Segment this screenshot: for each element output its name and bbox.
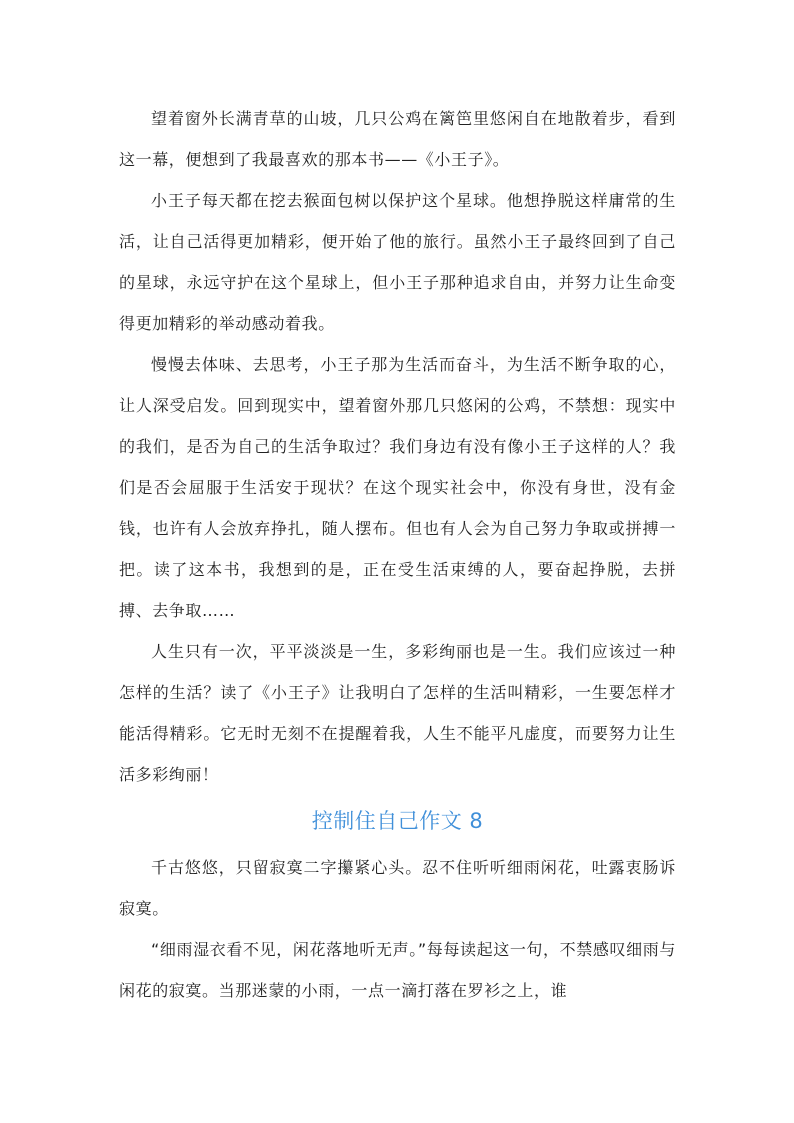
section-heading: 控制住自己作文 8: [311, 809, 484, 833]
paragraph-6: “细雨湿衣看不见，闲花落地听无声。”每每读起这一句，不禁感叹细雨与闲花的寂寞。当那迷蒙的小雨，一点一滴打落在罗衫之上，谁: [119, 940, 676, 1000]
paragraph-2: 小王子每天都在挖去猴面包树以保护这个星球。他想挣脱这样庸常的生活，让自己活得更加精彩，便开始了他的旅行。虽然小王子最终回到了自己的星球，永远守护在这个星球上，但小王子那种追求自由，并努力让生命变得更加精彩的举动感动着我。: [119, 191, 676, 333]
paragraph-3: 慢慢去体味、去思考，小王子那为生活而奋斗，为生活不断争取的心，让人深受启发。回到现实中，望着窗外那几只悠闲的公鸡，不禁想：现实中的我们，是否为自己的生活争取过？我们身边有没有像小王子这样的人？我们是否会屈服于生活安于现状？在这个现实社会中，你没有身世，没有金钱，也许有人会放弃挣扎，随人摆布。但也有人会为自己努力争取或拼搏一把。读了这本书，我想到的是，正在受生活束缚的人，要奋起挣脱，去拼搏、去争取……: [119, 355, 676, 620]
paragraph-1: 望着窗外长满青草的山坡，几只公鸡在篱笆里悠闲自在地散着步，看到这一幕，便想到了我最喜欢的那本书——《小王子》。: [119, 109, 676, 169]
paragraph-5: 千古悠悠，只留寂寞二字攥紧心头。忍不住听听细雨闲花，吐露衷肠诉寂寞。: [119, 858, 676, 918]
document-body: [119, 98, 676, 1011]
paragraph-4: 人生只有一次，平平淡淡是一生，多彩绚丽也是一生。我们应该过一种怎样的生活？读了《小王子》让我明白了怎样的生活叫精彩，一生要怎样才能活得精彩。它无时无刻不在提醒着我，人生不能平凡虚度，而要努力让生活多彩绚丽！: [119, 642, 676, 784]
